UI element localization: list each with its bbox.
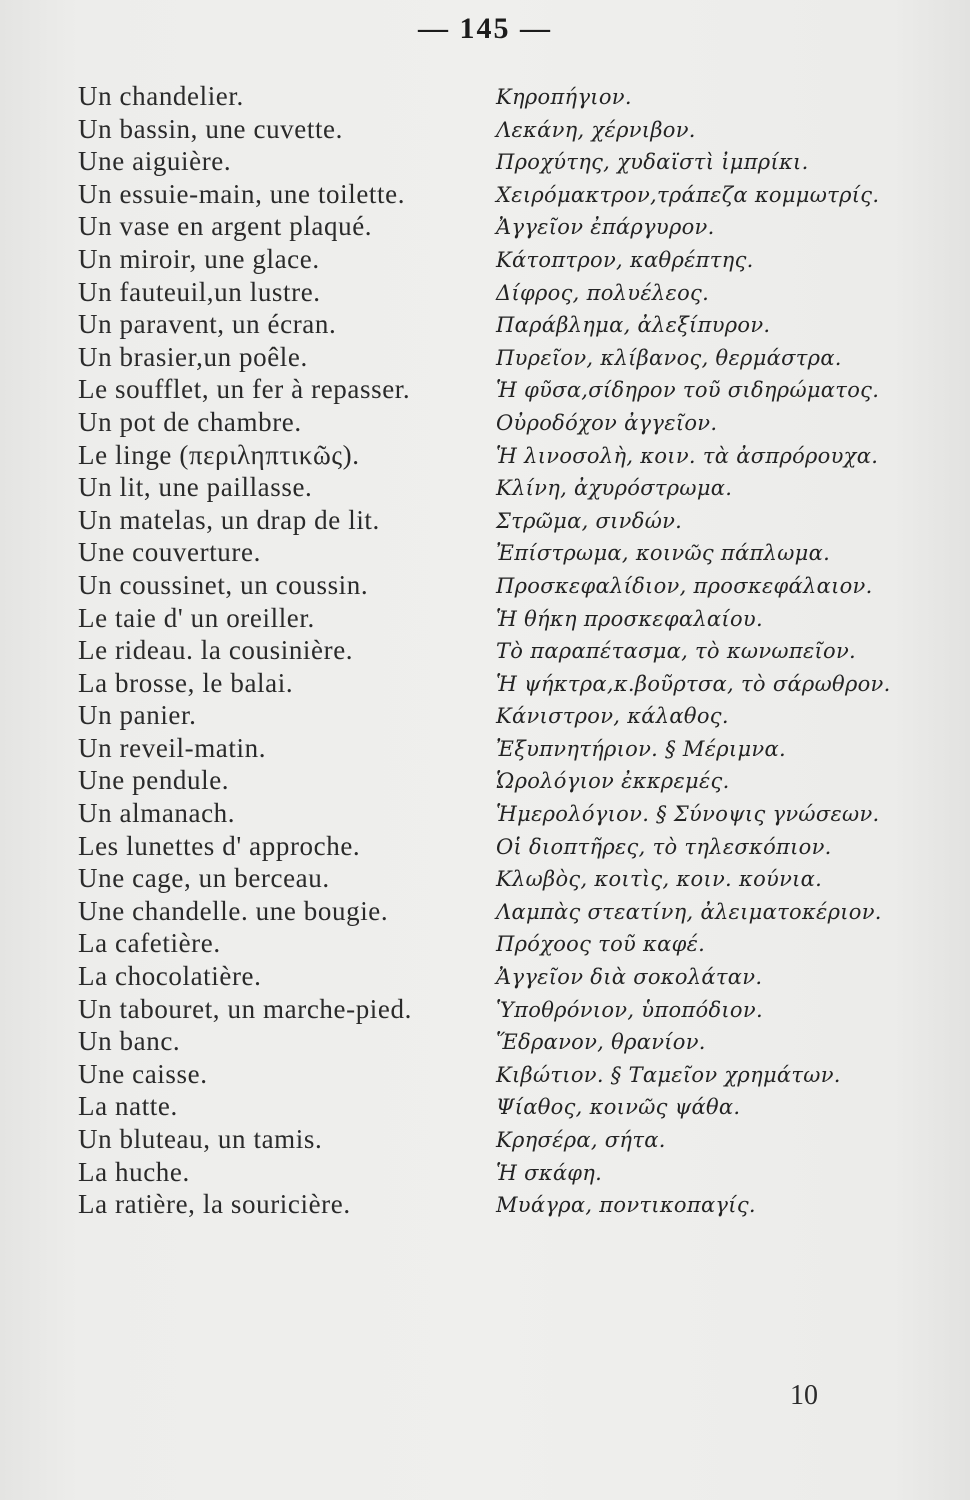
vocabulary-entry bbox=[78, 1025, 938, 1058]
greek-translation: Μυάγρα, ποντικοπαγίς. bbox=[496, 1193, 756, 1218]
page-number: — 145 — bbox=[418, 12, 552, 45]
greek-translation: Προσκεφαλίδιον, προσκεφάλαιον. bbox=[496, 573, 873, 598]
greek-translation: Πυρεῖον, κλίβανος, θερμάστρα. bbox=[496, 345, 842, 370]
french-term: Un essuie-main, une toilette. bbox=[78, 178, 406, 209]
french-term: Une pendule. bbox=[78, 765, 230, 796]
vocabulary-entry bbox=[78, 732, 938, 765]
french-term: Un almanach. bbox=[78, 798, 236, 829]
greek-translation: Κάτοπτρον, καθρέπτης. bbox=[496, 247, 754, 272]
french-term: Le rideau. la cousinière. bbox=[78, 635, 354, 666]
greek-translation: Κλωβὸς, κοιτὶς, κοιν. κούνια. bbox=[496, 867, 823, 892]
greek-translation: Ἡ λινοσολὴ, κοιν. τὰ ἀσπρόρουχα. bbox=[496, 443, 879, 468]
french-term: La ratière, la souricière. bbox=[78, 1189, 351, 1220]
french-term: Un reveil-matin. bbox=[78, 732, 267, 763]
vocabulary-list bbox=[78, 80, 938, 1221]
vocabulary-entry bbox=[78, 471, 938, 504]
vocabulary-entry bbox=[78, 504, 938, 537]
greek-translation: Οἱ διοπτῆρες, τὸ τηλεσκόπιον. bbox=[496, 834, 832, 859]
vocabulary-entry bbox=[78, 1156, 938, 1189]
french-term: Une couverture. bbox=[78, 537, 261, 568]
french-term: Un bluteau, un tamis. bbox=[78, 1124, 323, 1154]
vocabulary-entry bbox=[78, 1090, 938, 1123]
vocabulary-entry bbox=[78, 1123, 938, 1156]
french-term: Une caisse. bbox=[78, 1058, 208, 1089]
greek-translation: Ἡμερολόγιον. § Σύνοψις γνώσεων. bbox=[496, 802, 880, 827]
greek-translation: Οὐροδόχον ἀγγεῖον. bbox=[496, 410, 718, 435]
vocabulary-entry bbox=[78, 569, 938, 602]
french-term: Un brasier,un poêle. bbox=[78, 341, 308, 372]
french-term: Un panier. bbox=[78, 700, 197, 731]
greek-translation: Κηροπήγιον. bbox=[496, 85, 632, 109]
french-term: La huche. bbox=[78, 1156, 190, 1187]
vocabulary-entry bbox=[78, 439, 938, 472]
french-term: Un banc. bbox=[78, 1026, 181, 1057]
vocabulary-entry bbox=[78, 797, 938, 830]
greek-translation: Λαμπὰς στεατίνη, ἀλειματοκέριον. bbox=[496, 899, 882, 924]
french-term: Un pot de chambre. bbox=[78, 406, 302, 437]
greek-translation: Ὡρολόγιον ἐκκρεμές. bbox=[496, 769, 730, 794]
greek-translation: Ψίαθος, κοινῶς ψάθα. bbox=[496, 1095, 741, 1120]
vocabulary-entry bbox=[78, 145, 938, 178]
french-term: Un chandelier. bbox=[78, 81, 244, 111]
french-term: Un paravent, un écran. bbox=[78, 309, 337, 340]
french-term: La brosse, le balai. bbox=[78, 667, 294, 698]
greek-translation: Στρῶμα, σινδών. bbox=[496, 508, 683, 533]
greek-translation: Ἕδρανον, θρανίον. bbox=[496, 1030, 706, 1055]
french-term: Une cage, un berceau. bbox=[78, 863, 330, 894]
vocabulary-entry bbox=[78, 927, 938, 960]
vocabulary-entry bbox=[78, 993, 938, 1026]
vocabulary-entry bbox=[78, 406, 938, 439]
greek-translation: Κάνιστρον, κάλαθος. bbox=[496, 704, 729, 729]
french-term: La chocolatière. bbox=[78, 961, 262, 992]
vocabulary-entry bbox=[78, 602, 938, 635]
greek-translation: Λεκάνη, χέρνιβον. bbox=[496, 117, 696, 142]
greek-translation: Ἡ θήκη προσκεφαλαίου. bbox=[496, 606, 763, 631]
greek-translation: Ἀγγεῖον ἐπάργυρον. bbox=[496, 215, 715, 240]
french-term: Un vase en argent plaqué. bbox=[78, 211, 373, 242]
greek-translation: Πρόχοος τοῦ καφέ. bbox=[496, 932, 706, 957]
french-term: Le soufflet, un fer à repasser. bbox=[78, 374, 411, 405]
vocabulary-entry bbox=[78, 667, 938, 700]
vocabulary-entry bbox=[78, 764, 938, 797]
french-term: Les lunettes d' approche. bbox=[78, 830, 361, 861]
french-term: Un miroir, une glace. bbox=[78, 243, 320, 274]
french-term: Un tabouret, un marche-pied. bbox=[78, 993, 412, 1024]
vocabulary-entry bbox=[78, 341, 938, 374]
greek-translation: Δίφρος, πολυέλεος. bbox=[496, 280, 710, 305]
greek-translation: Ἀγγεῖον διὰ σοκολάταν. bbox=[496, 965, 763, 990]
greek-translation: Χειρόμακτρον,τράπεζα κομμωτρίς. bbox=[496, 182, 880, 207]
greek-translation: Ἡ σκάφη. bbox=[496, 1160, 603, 1185]
french-term: La natte. bbox=[78, 1091, 178, 1122]
greek-translation: Ἡ ψήκτρα,κ.βοῦρτσα, τὸ σάρωθρον. bbox=[496, 671, 891, 696]
vocabulary-entry bbox=[78, 699, 938, 732]
french-term: La cafetière. bbox=[78, 928, 221, 959]
vocabulary-entry bbox=[78, 113, 938, 146]
vocabulary-entry bbox=[78, 536, 938, 569]
vocabulary-entry bbox=[78, 210, 938, 243]
french-term: Un fauteuil,un lustre. bbox=[78, 276, 321, 307]
greek-translation: Ἐξυπνητήριον. § Μέριμνα. bbox=[496, 736, 786, 761]
french-term: Une aiguière. bbox=[78, 146, 232, 177]
vocabulary-entry bbox=[78, 1188, 938, 1221]
greek-translation: Προχύτης, χυδαϊστὶ ἰμπρίκι. bbox=[496, 150, 809, 175]
french-term: Un lit, une paillasse. bbox=[78, 472, 313, 503]
vocabulary-entry bbox=[78, 960, 938, 993]
french-term: Un bassin, une cuvette. bbox=[78, 113, 343, 144]
greek-translation: Ἐπίστρωμα, κοινῶς πάπλωμα. bbox=[496, 541, 831, 566]
vocabulary-entry bbox=[78, 308, 938, 341]
signature-mark: 10 bbox=[790, 1380, 818, 1411]
vocabulary-entry bbox=[78, 830, 938, 863]
french-term: Un coussinet, un coussin. bbox=[78, 569, 369, 600]
vocabulary-entry bbox=[78, 178, 938, 211]
greek-translation: Τὸ παραπέτασμα, τὸ κωνωπεῖον. bbox=[496, 639, 857, 664]
vocabulary-entry bbox=[78, 895, 938, 928]
vocabulary-entry bbox=[78, 1058, 938, 1091]
french-term: Le taie d' un oreiller. bbox=[78, 602, 315, 633]
greek-translation: Παράβλημα, ἀλεξίπυρον. bbox=[496, 313, 771, 338]
vocabulary-entry bbox=[78, 243, 938, 276]
vocabulary-entry bbox=[78, 276, 938, 309]
vocabulary-entry bbox=[78, 634, 938, 667]
greek-translation: Ὑποθρόνιον, ὑποπόδιον. bbox=[496, 997, 763, 1022]
greek-translation: Κλίνη, ἀχυρόστρωμα. bbox=[496, 476, 733, 501]
greek-translation: Ἡ φῦσα,σίδηρον τοῦ σιδηρώματος. bbox=[496, 378, 880, 403]
vocabulary-entry bbox=[78, 80, 938, 113]
french-term: Le linge (περιληπτικῶς). bbox=[78, 439, 360, 470]
french-term: Un matelas, un drap de lit. bbox=[78, 504, 380, 535]
greek-translation: Κρησέρα, σήτα. bbox=[496, 1128, 666, 1152]
vocabulary-entry bbox=[78, 862, 938, 895]
french-term: Une chandelle. une bougie. bbox=[78, 895, 389, 926]
vocabulary-entry bbox=[78, 373, 938, 406]
greek-translation: Κιβώτιον. § Ταμεῖον χρημάτων. bbox=[496, 1062, 841, 1087]
